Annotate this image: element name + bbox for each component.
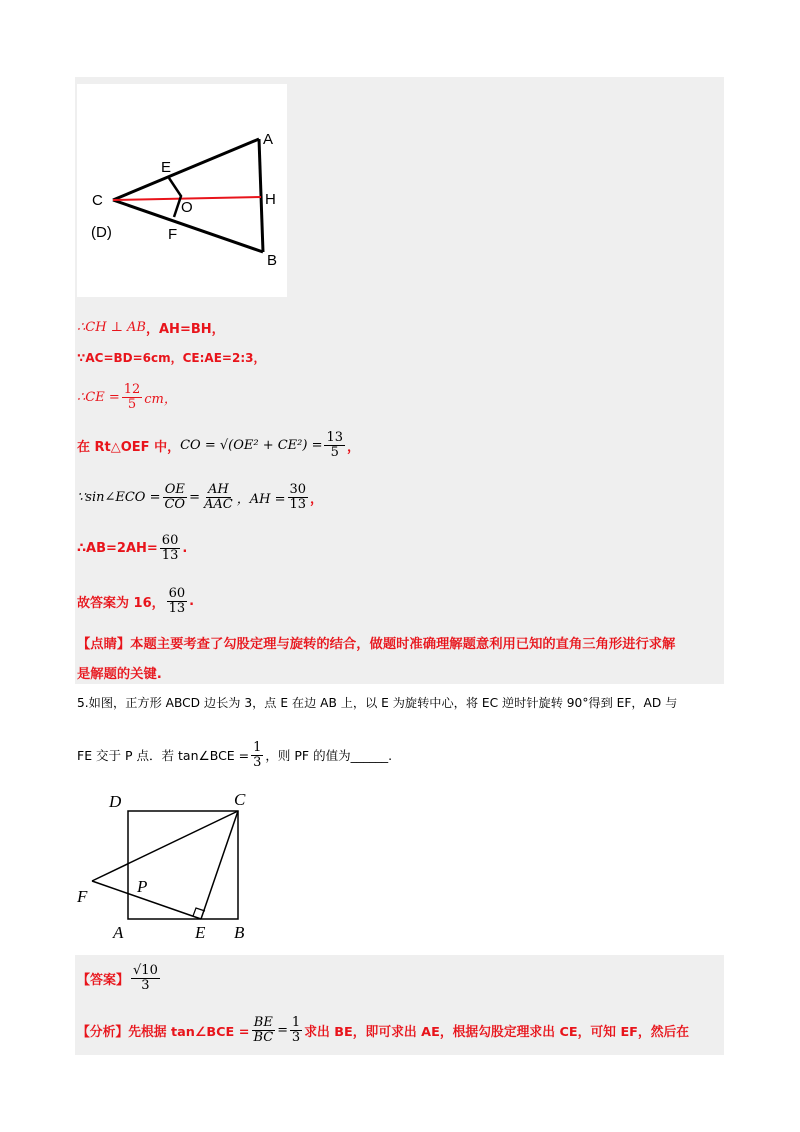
answer-label: 【答案】 [77,972,130,988]
ah-numerator: 30 [289,481,307,497]
question5-line-1 [77,692,677,712]
answer-numerator: √10 [133,962,158,978]
analysis-post: 求出 BE，即可求出 AE，根据勾股定理求出 CE，可知 EF，然后在 [304,1024,690,1040]
tan-numerator: 1 [253,739,262,755]
solution-line-6 [77,530,187,566]
final-denominator: 13 [168,600,186,616]
label-B: B [267,252,278,269]
ab-numerator: 60 [161,532,179,548]
square-diagram [75,790,265,950]
sq-label-F: F [77,887,88,906]
question5-line-2 [77,737,392,773]
co-denominator: 5 [330,444,339,460]
final-answer-label: 故答案为 16， [77,595,165,611]
sq-label-P: P [137,877,148,896]
triangle-figure [77,84,287,297]
ab-post: . [182,540,188,556]
label-H: H [265,191,276,208]
ah-fraction [288,483,309,512]
sq-label-D: D [109,792,122,811]
label-E: E [161,159,172,176]
co-post: ， [347,439,361,455]
final-post: . [189,593,195,609]
analysis-line [77,1010,689,1050]
tan-denominator: 3 [253,754,262,770]
rt-triangle-text: 在 Rt△OEF 中， [77,439,181,455]
sin-f2-num: AH [208,481,229,497]
ce-unit: cm， [144,391,177,407]
question5-text-2-pre: FE 交于 P 点．若 tan∠BCE = [77,748,250,763]
analysis-f1-num: BE [253,1014,273,1030]
question5-text-1: 5.如图，正方形 ABCD 边长为 3，点 E 在边 AB 上，以 E 为旋转中心，将 EC 逆时针旋转 90°得到 EF，AD 与 [77,695,678,710]
ce-denominator: 5 [127,396,137,412]
analysis-pre: 先根据 tan∠BCE = [128,1024,250,1040]
sin-fraction-2 [202,483,235,512]
co-fraction [324,431,345,460]
answer-line [77,958,162,998]
ah-denominator: 13 [289,496,307,512]
label-F: F [168,226,178,243]
sin-f1-num: OE [164,481,185,497]
answer-denominator: 3 [141,977,150,993]
solution-line-1 [77,318,225,336]
comment-line-2 [77,662,162,682]
analysis-fraction-2 [290,1016,302,1045]
comment-text-2: 是解题的关键. [77,666,162,682]
sin-fraction-1 [162,483,187,512]
solution-line-3 [77,379,177,415]
sq-label-E: E [195,923,206,942]
ab-fraction [160,534,181,563]
label-A: A [263,131,274,148]
solution-line-2 [77,348,265,366]
final-numerator: 60 [168,585,186,601]
analysis-fraction-1 [251,1016,275,1045]
question5-text-2-post: ，则 PF 的值为______. [265,748,393,763]
ab-denominator: 13 [161,547,179,563]
solution-line-5 [77,479,323,515]
ah-post: ， [310,491,324,507]
sin-f2-den: AAC [204,496,233,512]
ce-label: ∴CE = [77,389,120,405]
ce-fraction [122,383,143,412]
analysis-equals: = [277,1022,288,1038]
sin-label: ∵sin∠ECO = [77,489,161,505]
solution-line-4 [77,427,360,463]
comment-line-1 [77,632,675,652]
ah-label: ，AH = [236,491,286,507]
solution-line-7 [77,583,194,619]
solution-line-1-text: ，AH=BH， [146,321,225,337]
ab-label: ∴AB=2AH= [77,540,158,556]
comment-text-1: 【点睛】本题主要考查了勾股定理与旋转的结合，做题时准确理解题意利用已知的直角三角形进行求解 [77,636,676,652]
label-O: O [181,199,193,216]
analysis-f1-den: BC [253,1029,274,1045]
final-answer-fraction [167,587,188,616]
sin-f1-den: CO [164,496,186,512]
co-numerator: 13 [326,429,344,445]
label-D: (D) [91,224,112,241]
analysis-f2-num: 1 [291,1014,301,1030]
sq-label-C: C [234,790,246,809]
sin-equals: = [189,489,200,505]
perpendicular-statement: ∴CH ⊥ AB [77,319,146,335]
ce-numerator: 12 [123,381,141,397]
sq-label-B: B [234,923,245,942]
analysis-f2-den: 3 [291,1029,301,1045]
sq-label-A: A [113,923,124,942]
square-figure [75,790,265,950]
label-C: C [92,192,103,209]
triangle-diagram [77,84,287,297]
analysis-label: 【分析】 [77,1024,129,1040]
solution-line-2-text: ∵AC=BD=6cm，CE:AE=2:3， [77,350,266,365]
tan-fraction [251,741,263,770]
co-formula: CO = √(OE² + CE²) = [180,437,323,453]
answer-fraction [131,964,160,993]
